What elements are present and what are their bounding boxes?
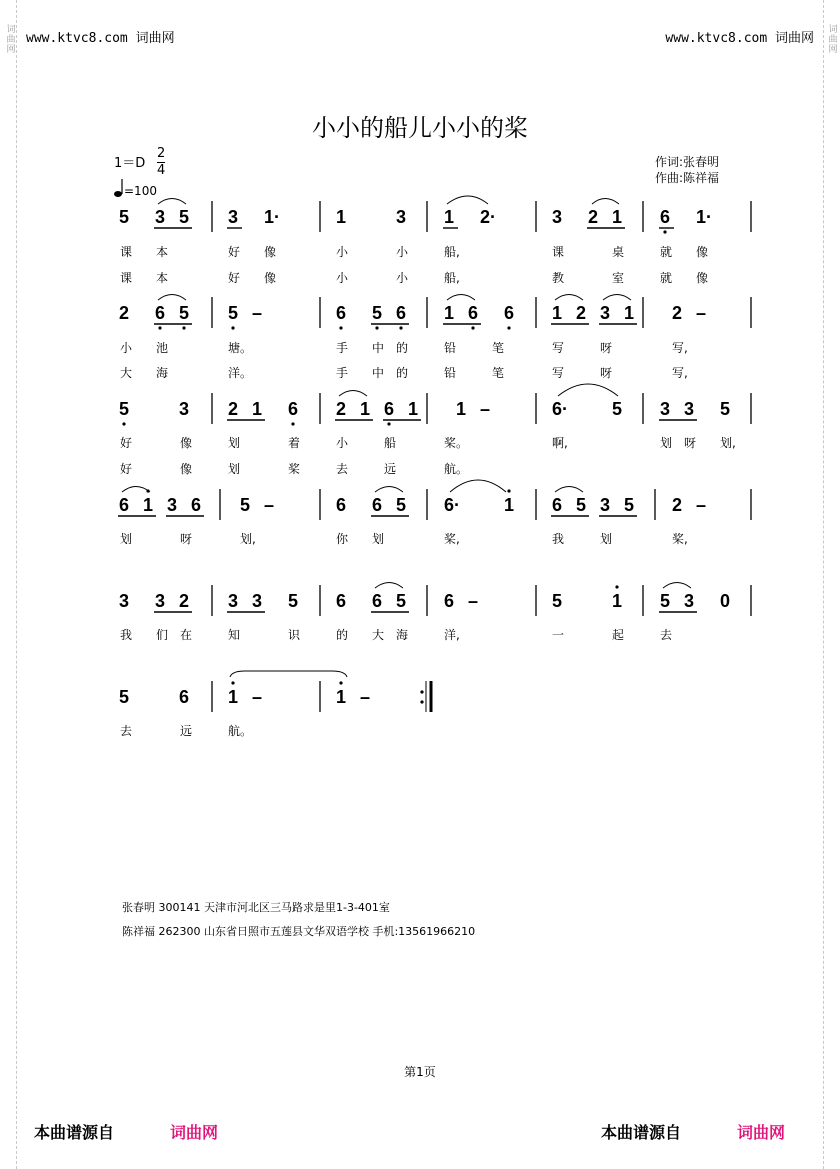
note: 6 — [288, 399, 299, 419]
note: 6 — [372, 591, 383, 611]
lyricist-address: 张春明 300141 天津市河北区三马路求是里1-3-401室 — [122, 901, 390, 914]
lyric: 教 — [552, 271, 565, 285]
lyric: 划 — [660, 436, 673, 450]
footer-source-link[interactable]: 词曲网 — [737, 1123, 786, 1142]
note: 3 — [660, 399, 671, 419]
note: – — [360, 687, 371, 707]
lyric: 小 — [336, 271, 349, 285]
lyric: 一 — [552, 628, 565, 642]
note: 6 — [336, 591, 347, 611]
note: 6 — [504, 303, 515, 323]
site-header-left[interactable]: www.ktvc8.com 词曲网 — [26, 31, 175, 46]
note: 3 — [684, 399, 695, 419]
lyric: 本 — [156, 245, 169, 259]
lyric: 远 — [384, 462, 397, 476]
note: – — [480, 399, 491, 419]
note: 0 — [720, 591, 731, 611]
lyric: 你 — [336, 532, 349, 546]
lyric: 大 — [372, 628, 385, 642]
note: 5 — [119, 687, 130, 707]
lyric: 小 — [396, 271, 409, 285]
score-row-5 — [119, 583, 751, 643]
note: 1 — [444, 207, 455, 227]
composer-credit: 作曲:陈祥福 — [655, 171, 720, 185]
note: 6 — [191, 495, 202, 515]
note: 2 — [179, 591, 190, 611]
footer-label: 本曲谱源自 — [601, 1123, 682, 1142]
note: 5 — [612, 399, 623, 419]
lyric: 像 — [696, 245, 709, 259]
note: 1 — [552, 303, 563, 323]
score-row-1 — [119, 196, 751, 285]
lyric: 划 — [228, 462, 241, 476]
note: 2 — [228, 399, 239, 419]
note: 5 — [372, 303, 383, 323]
lyric: 的 — [396, 366, 409, 380]
lyric: 知 — [228, 628, 241, 642]
note: 3 — [155, 591, 166, 611]
score-row-2 — [119, 295, 751, 381]
lyric: 好 — [120, 436, 133, 450]
lyric: 课 — [120, 271, 133, 285]
note: 1 — [336, 207, 347, 227]
time-bottom: 4 — [157, 163, 166, 178]
lyric: 去 — [120, 724, 133, 738]
lyric: 在 — [180, 628, 193, 642]
lyric: 划, — [240, 532, 256, 546]
lyric: 写, — [672, 366, 688, 380]
lyric: 像 — [264, 271, 277, 285]
note: – — [468, 591, 479, 611]
watermark-text: 词曲网 — [826, 24, 837, 54]
lyric: 小 — [120, 341, 133, 355]
lyric: 手 — [336, 366, 349, 380]
score-row-6 — [119, 671, 431, 738]
lyric: 海 — [156, 366, 169, 380]
note: 6 — [552, 495, 563, 515]
note: 6· — [444, 495, 461, 515]
note: 3 — [252, 591, 263, 611]
note: 1 — [143, 495, 154, 515]
lyric: 识 — [288, 628, 301, 642]
note: – — [252, 687, 263, 707]
lyric: 笔 — [492, 366, 505, 380]
lyric: 中 — [372, 341, 385, 355]
note: 6 — [119, 495, 130, 515]
note: 6 — [396, 303, 407, 323]
lyric: 的 — [336, 628, 349, 642]
note: 1 — [504, 495, 515, 515]
note: 5 — [179, 303, 190, 323]
lyric: 好 — [228, 245, 241, 259]
lyric: 就 — [660, 271, 673, 285]
lyric: 划, — [720, 436, 736, 450]
note: 5 — [119, 207, 130, 227]
lyric: 洋, — [444, 628, 460, 642]
lyric: 课 — [120, 245, 133, 259]
lyric: 大 — [120, 366, 133, 380]
note: 2 — [336, 399, 347, 419]
lyric: 划 — [228, 436, 241, 450]
lyric: 的 — [396, 341, 409, 355]
note: 6 — [468, 303, 479, 323]
tempo-value: =100 — [124, 184, 157, 198]
lyric: 船, — [444, 271, 460, 285]
note: 5 — [228, 303, 239, 323]
lyricist-credit: 作词:张春明 — [655, 155, 720, 169]
lyric: 着 — [288, 436, 301, 450]
note: 6 — [660, 207, 671, 227]
note: 6· — [552, 399, 569, 419]
lyric: 像 — [180, 436, 193, 450]
note: 6 — [384, 399, 395, 419]
lyric: 写 — [552, 366, 565, 380]
footer-label: 本曲谱源自 — [34, 1123, 115, 1142]
note: 2 — [672, 495, 683, 515]
lyric: 我 — [552, 532, 565, 546]
note: 3 — [179, 399, 190, 419]
note: 3 — [228, 207, 239, 227]
note: 6 — [444, 591, 455, 611]
lyric: 中 — [372, 366, 385, 380]
lyric: 起 — [612, 628, 625, 642]
lyric: 本 — [156, 271, 169, 285]
note: 3 — [396, 207, 407, 227]
lyric: 航。 — [228, 724, 253, 738]
lyric: 呀 — [600, 366, 613, 380]
lyric: 划 — [600, 532, 613, 546]
note: – — [252, 303, 263, 323]
composer-address: 陈祥福 262300 山东省日照市五莲县文华双语学校 手机:13561966210 — [122, 925, 476, 938]
lyric: 桨, — [444, 532, 460, 546]
lyric: 啊, — [552, 436, 568, 450]
lyric: 好 — [120, 462, 133, 476]
lyric: 去 — [660, 628, 673, 642]
note: 1 — [252, 399, 263, 419]
note: 2 — [672, 303, 683, 323]
lyric: 课 — [552, 245, 565, 259]
note: 6 — [336, 303, 347, 323]
lyric: 船, — [444, 245, 460, 259]
note: 3 — [228, 591, 239, 611]
score-row-3 — [119, 384, 751, 476]
note: 3 — [600, 303, 611, 323]
lyric: 海 — [396, 628, 409, 642]
song-title: 小小的船儿小小的桨 — [312, 114, 528, 142]
lyric: 小 — [336, 245, 349, 259]
note: 6 — [372, 495, 383, 515]
note: 1 — [612, 207, 623, 227]
note: 3 — [167, 495, 178, 515]
lyric: 划 — [372, 532, 385, 546]
lyric: 室 — [612, 271, 625, 285]
note: 3 — [119, 591, 130, 611]
note: 1 — [408, 399, 419, 419]
note: – — [696, 303, 707, 323]
note: 3 — [600, 495, 611, 515]
lyric: 小 — [396, 245, 409, 259]
lyric: 像 — [264, 245, 277, 259]
note: 5 — [552, 591, 563, 611]
note: 1 — [360, 399, 371, 419]
lyric: 桨 — [288, 462, 301, 476]
site-header-right[interactable]: www.ktvc8.com 词曲网 — [665, 31, 814, 46]
lyric: 桌 — [612, 245, 625, 259]
time-top: 2 — [157, 146, 166, 161]
lyric: 像 — [696, 271, 709, 285]
lyric: 们 — [156, 628, 169, 642]
note: 5 — [624, 495, 635, 515]
note: 1 — [336, 687, 347, 707]
lyric: 桨。 — [444, 436, 469, 450]
lyric: 航。 — [444, 462, 469, 476]
lyric: 远 — [180, 724, 193, 738]
note: 2 — [588, 207, 599, 227]
note: 5 — [660, 591, 671, 611]
lyric: 呀 — [600, 341, 613, 355]
lyric: 就 — [660, 245, 673, 259]
lyric: 去 — [336, 462, 349, 476]
note: 2 — [576, 303, 587, 323]
note: – — [696, 495, 707, 515]
lyric: 铅 — [444, 341, 457, 355]
note: 1 — [456, 399, 467, 419]
lyric: 写 — [552, 341, 565, 355]
note: 1· — [264, 207, 281, 227]
score-row-4 — [118, 480, 751, 546]
note: 3 — [155, 207, 166, 227]
note: 2· — [480, 207, 497, 227]
lyric: 池 — [156, 341, 169, 355]
note: – — [264, 495, 275, 515]
note: 1 — [228, 687, 239, 707]
lyric: 像 — [180, 462, 193, 476]
lyric: 呀 — [180, 532, 193, 546]
lyric: 笔 — [492, 341, 505, 355]
note: 5 — [240, 495, 251, 515]
note: 6 — [155, 303, 166, 323]
note: 6 — [179, 687, 190, 707]
note: 5 — [119, 399, 130, 419]
footer-left — [34, 1120, 218, 1143]
note: 5 — [576, 495, 587, 515]
lyric: 桨, — [672, 532, 688, 546]
note: 5 — [396, 495, 407, 515]
note: 5 — [288, 591, 299, 611]
lyric: 洋。 — [228, 366, 253, 380]
note: 3 — [684, 591, 695, 611]
page-number: 第1页 — [404, 1065, 436, 1079]
lyric: 我 — [120, 628, 133, 642]
footer-right — [601, 1120, 785, 1143]
key-signature: 1＝D — [114, 156, 146, 171]
note: 2 — [119, 303, 130, 323]
lyric: 好 — [228, 271, 241, 285]
lyric: 写, — [672, 341, 688, 355]
footer-source-link[interactable]: 词曲网 — [170, 1123, 219, 1142]
note: 1· — [696, 207, 713, 227]
lyric: 铅 — [444, 366, 457, 380]
note: 6 — [336, 495, 347, 515]
watermark-text: 词曲网 — [4, 24, 15, 54]
lyric: 呀 — [684, 436, 697, 450]
note: 1 — [444, 303, 455, 323]
note: 5 — [179, 207, 190, 227]
note: 5 — [396, 591, 407, 611]
lyric: 手 — [336, 341, 349, 355]
note: 1 — [624, 303, 635, 323]
lyric: 小 — [336, 436, 349, 450]
note: 1 — [612, 591, 623, 611]
lyric: 划 — [120, 532, 133, 546]
lyric: 船 — [384, 436, 397, 450]
note: 5 — [720, 399, 731, 419]
note: 3 — [552, 207, 563, 227]
lyric: 塘。 — [228, 341, 253, 355]
